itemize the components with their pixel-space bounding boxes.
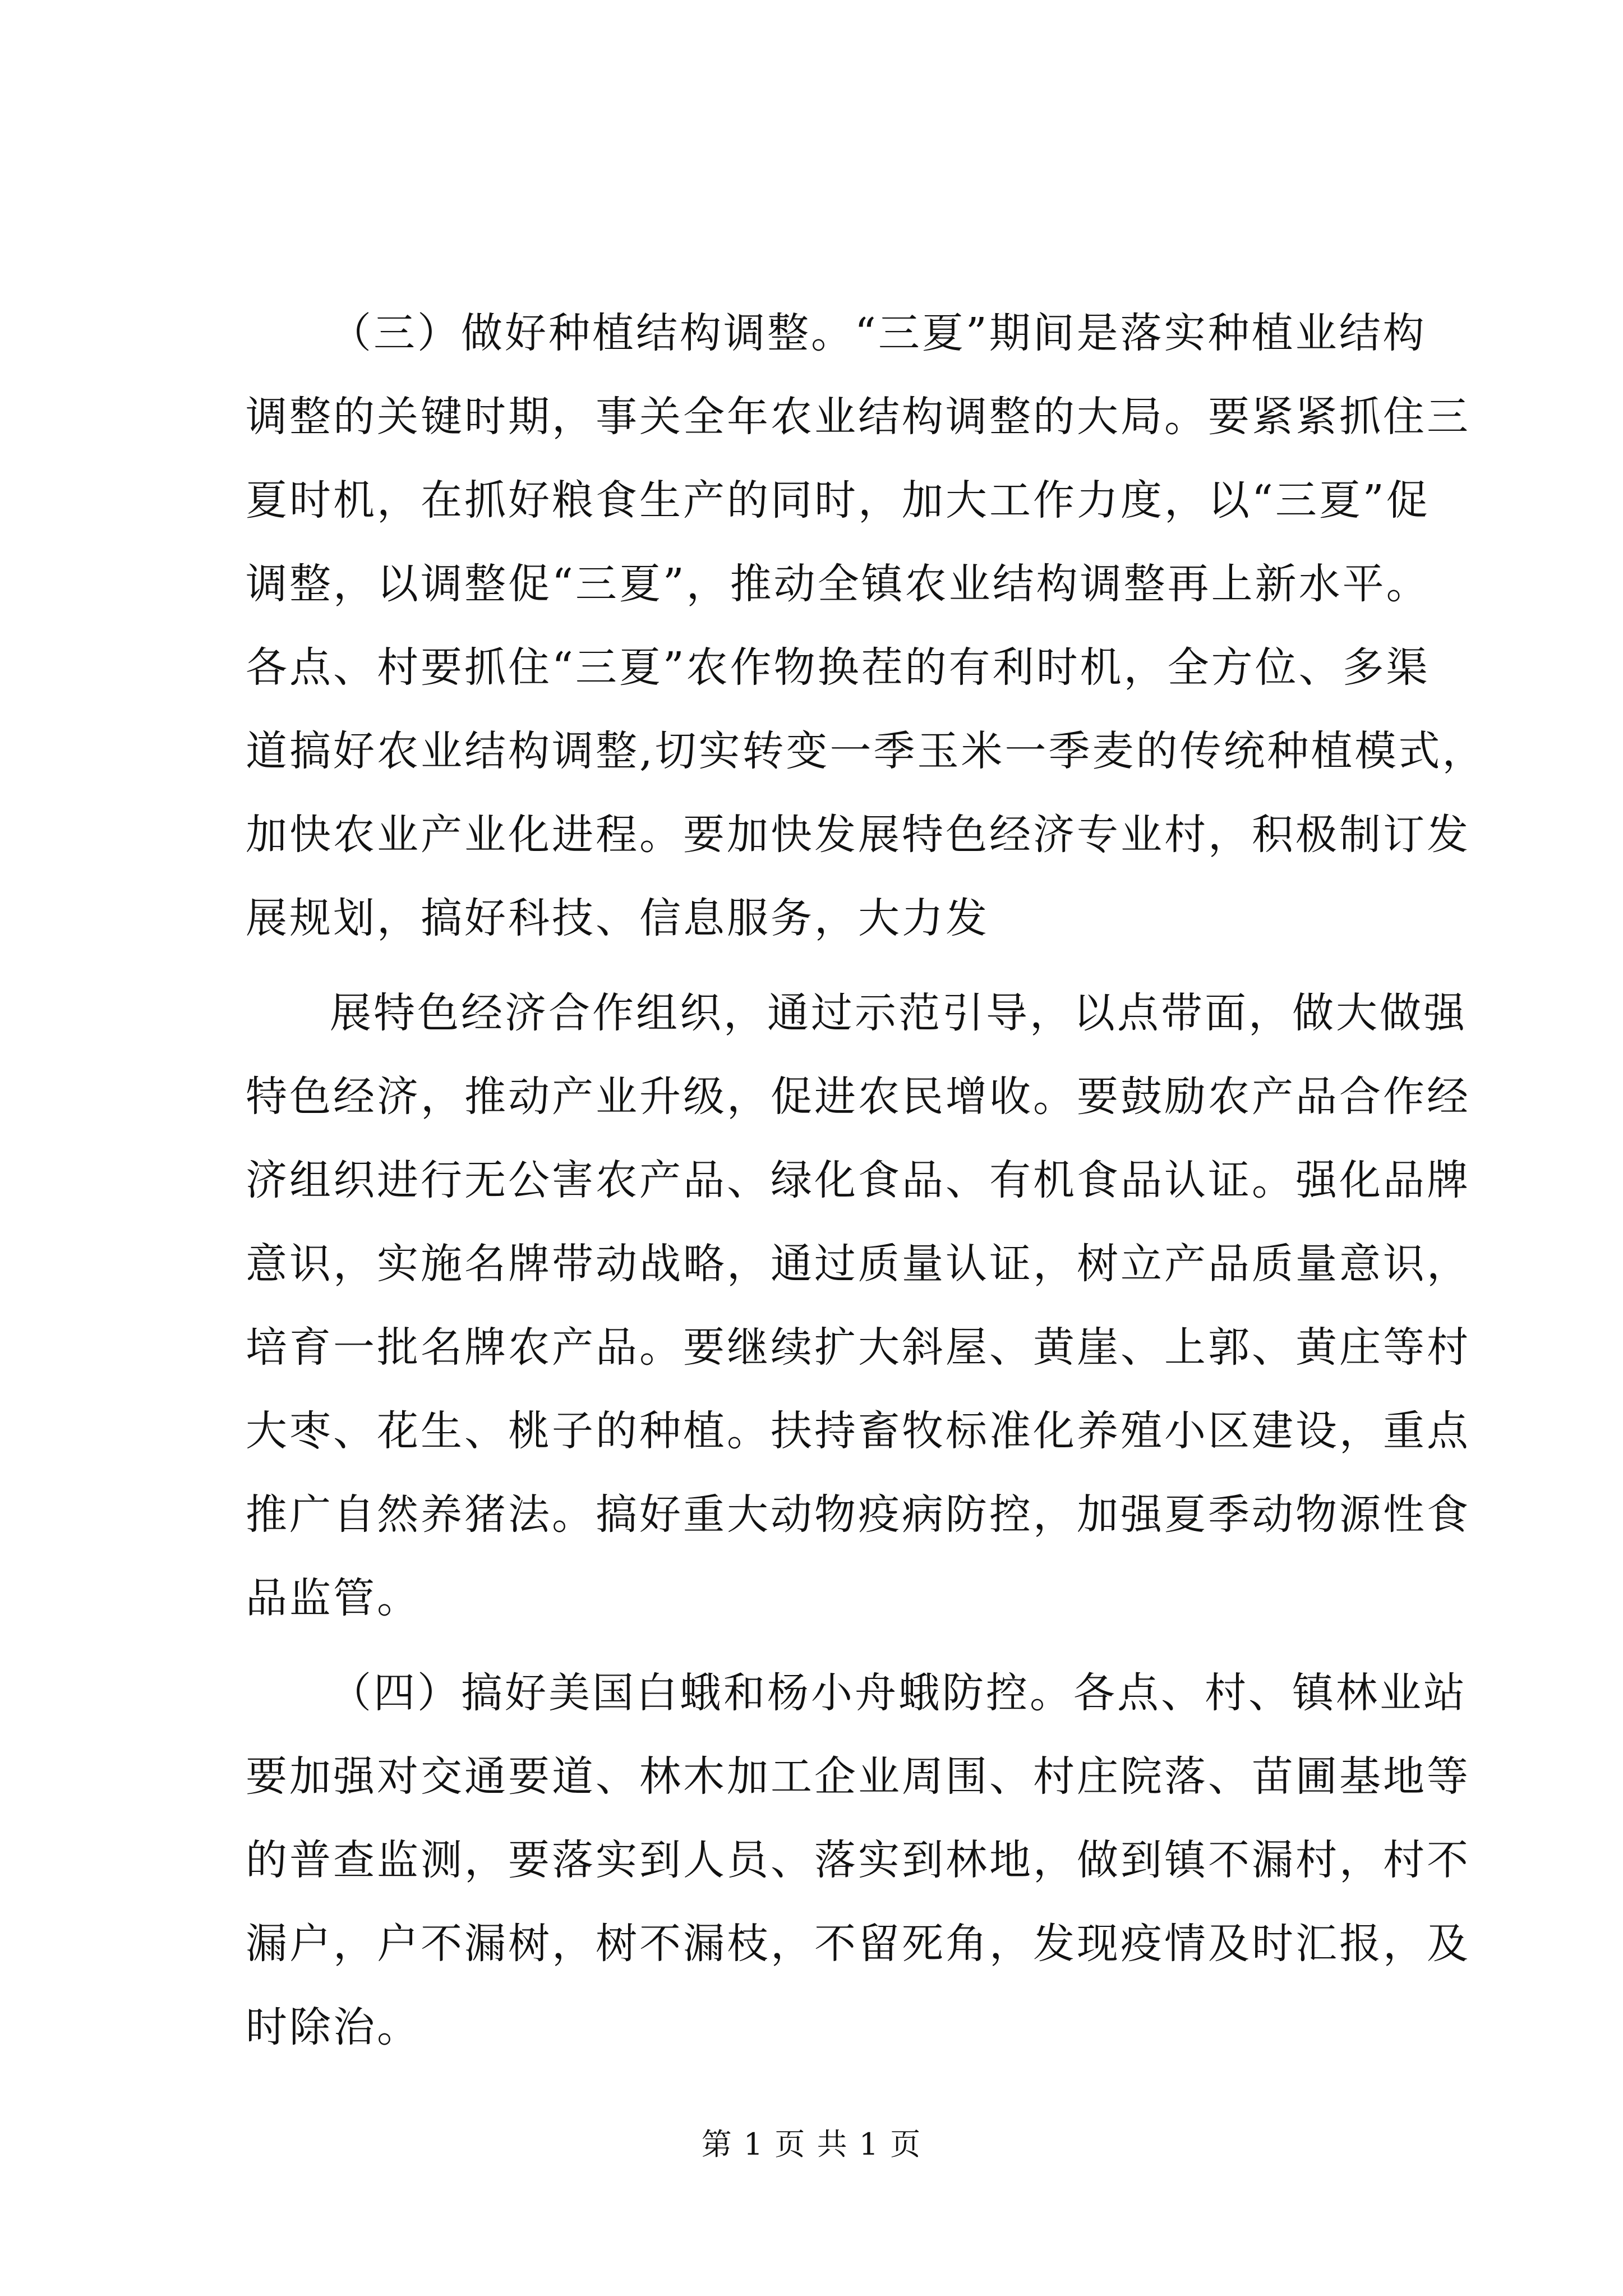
text-line: 意识，实施名牌带动战略，通过质量认证，树立产品质量意识， <box>246 1240 1470 1288</box>
paragraph-planting-structure <box>246 292 1486 960</box>
text-line: 培育一批名牌农产品。要继续扩大斜屋、黄崖、上郭、黄庄等村 <box>246 1323 1470 1372</box>
text-line: 调整的关键时期，事关全年农业结构调整的大局。要紧紧抓住三 <box>246 393 1470 441</box>
text-line: 调整，以调整促“三夏”，推动全镇农业结构调整再上新水平。 <box>246 560 1430 608</box>
text-line: 品监管。 <box>246 1574 421 1622</box>
text-line: 特色经济，推动产业升级，促进农民增收。要鼓励农产品合作经 <box>246 1073 1470 1121</box>
text-line: 的普查监测，要落实到人员、落实到林地，做到镇不漏村，村不 <box>246 1836 1470 1884</box>
paragraph-specialty-economy <box>246 972 1470 1640</box>
text-line: 展特色经济合作组织，通过示范引导，以点带面，做大做强 <box>330 989 1467 1037</box>
text-line: 时除治。 <box>246 2003 421 2051</box>
text-line: 要加强对交通要道、林木加工企业周围、村庄院落、苗圃基地等 <box>246 1752 1470 1801</box>
text-line: 夏时机，在抓好粮食生产的同时，加大工作力度，以“三夏”促 <box>246 476 1430 524</box>
text-line: （四）搞好美国白蛾和杨小舟蛾防控。各点、村、镇林业站 <box>330 1669 1467 1717</box>
text-line: 大枣、花生、桃子的种植。扶持畜牧标准化养殖小区建设，重点 <box>246 1407 1470 1455</box>
text-line: 道搞好农业结构调整,切实转变一季玉米一季麦的传统种植模式， <box>246 727 1486 775</box>
page-number-footer: 第 1 页 共 1 页 <box>701 2127 922 2162</box>
text-line: 加快农业产业化进程。要加快发展特色经济专业村，积极制订发 <box>246 811 1470 859</box>
text-line: 展规划，搞好科技、信息服务，大力发 <box>246 894 989 942</box>
text-line: 推广自然养猪法。搞好重大动物疫病防控，加强夏季动物源性食 <box>246 1490 1470 1539</box>
text-line: 漏户，户不漏树，树不漏枝，不留死角，发现疫情及时汇报，及 <box>246 1920 1470 1968</box>
text-line: 济组织进行无公害农产品、绿化食品、有机食品认证。强化品牌 <box>246 1156 1470 1204</box>
text-line: （三）做好种植结构调整。“三夏”期间是落实种植业结构 <box>330 309 1427 357</box>
paragraph-pest-control <box>246 1651 1470 2069</box>
document-body <box>246 292 1486 2069</box>
text-line: 各点、村要抓住“三夏”农作物换茬的有利时机，全方位、多渠 <box>246 643 1430 692</box>
